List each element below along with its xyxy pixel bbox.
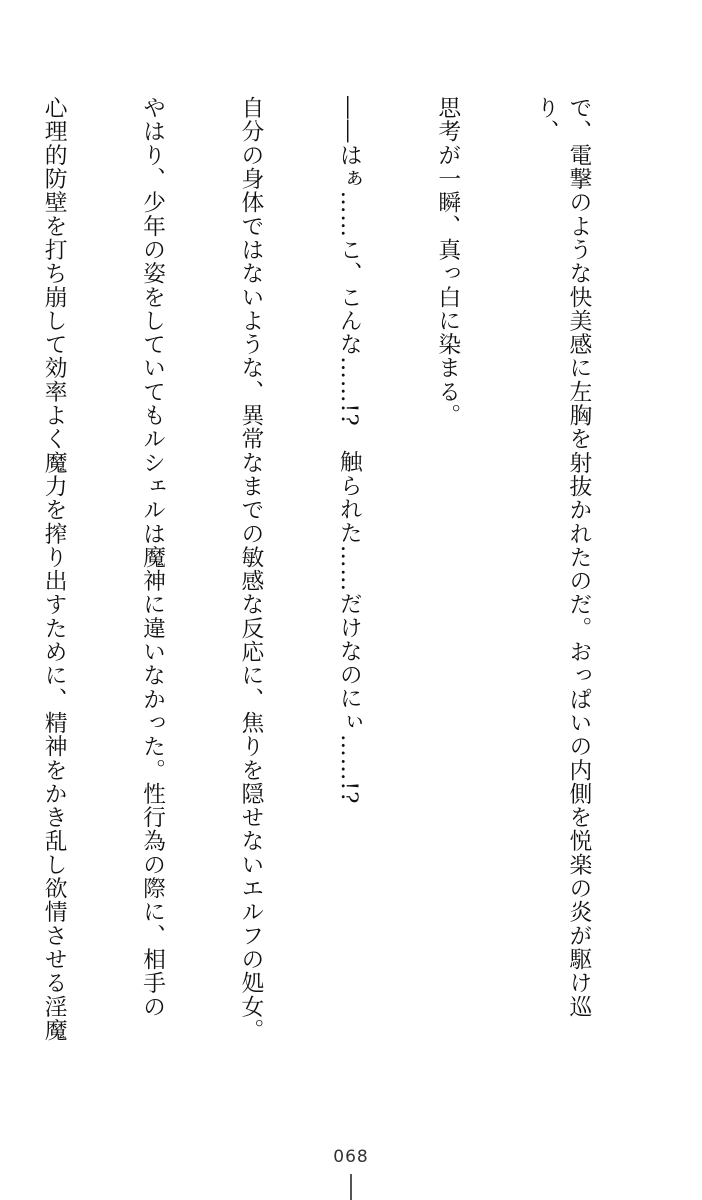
text-line: やはり、少年の姿をしていてもルシェルは魔神に違いなかった。性行為の際に、相手の [139,96,166,1019]
text-line: 思考が一瞬、真っ白に染まる。 [434,96,461,428]
page-marker-rule [350,1174,352,1200]
body-text [40,96,660,1056]
text-line: 心理的防壁を打ち崩して効率よく魔力を搾り出すために、精神をかき乱し欲情させる淫魔 [40,96,67,1042]
text-line: 自分の身体ではないような、異常なまでの敏感な反応に、焦りを隠せないエルフの処女。 [237,96,264,1042]
text-line: ――はぁ……こ、こんな……!? 触られた……だけなのにぃ……!? [335,96,362,805]
page-number: 068 [333,1147,369,1167]
text-line: で、電撃のような快美感に左胸を射抜かれたのだ。おっぱいの内側を悦楽の炎が駆け巡り、 [532,96,592,1019]
